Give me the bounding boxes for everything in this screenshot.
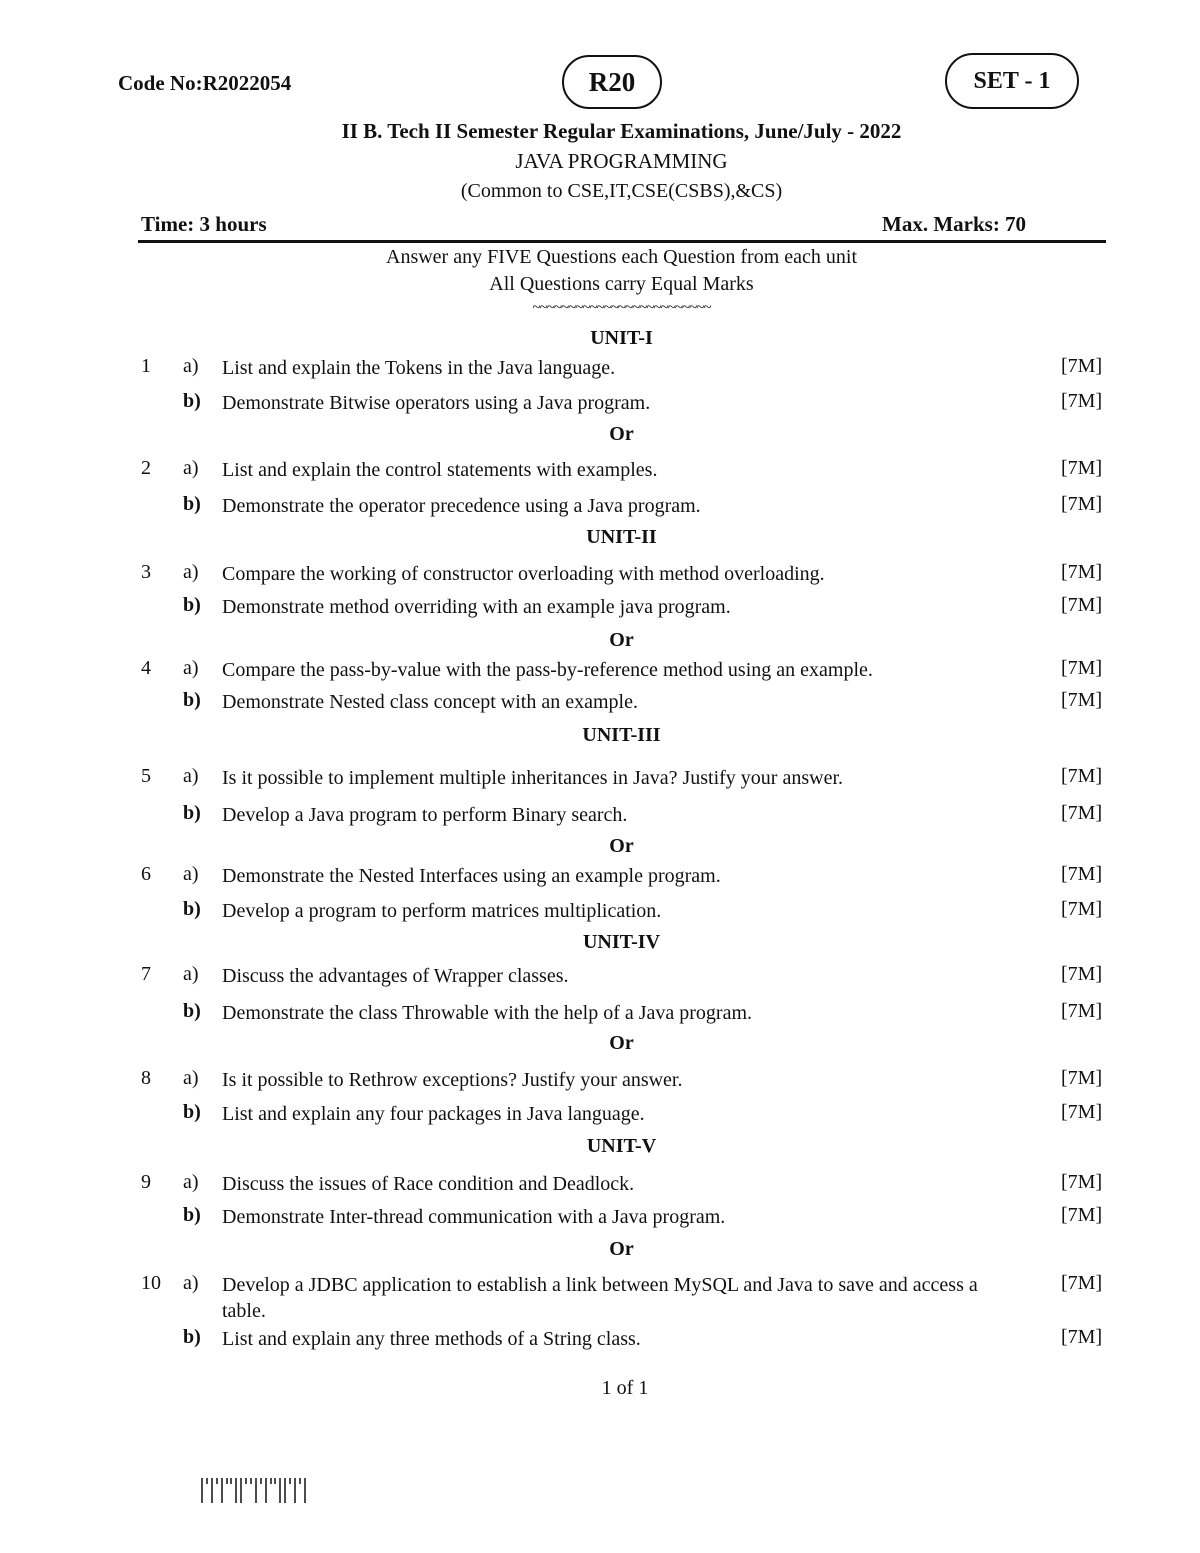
part-label: a) bbox=[183, 657, 199, 679]
part-label: a) bbox=[183, 765, 199, 787]
question-row bbox=[0, 1171, 1200, 1199]
question-row bbox=[0, 1067, 1200, 1095]
question-number: 9 bbox=[141, 1171, 151, 1193]
unit-heading: UNIT-IV bbox=[582, 931, 661, 953]
question-text: Demonstrate the operator precedence using a Java program. bbox=[222, 495, 701, 517]
part-label: b) bbox=[183, 1204, 201, 1226]
part-label: a) bbox=[183, 457, 199, 479]
question-text: List and explain any three methods of a String class. bbox=[222, 1328, 641, 1350]
question-marks: [7M] bbox=[1061, 765, 1103, 787]
question-marks: [7M] bbox=[1061, 689, 1103, 711]
question-text: Demonstrate the class Throwable with the help of a Java program. bbox=[222, 1002, 753, 1024]
question-marks: [7M] bbox=[1061, 963, 1103, 985]
unit-heading: UNIT-I bbox=[590, 327, 653, 349]
question-marks: [7M] bbox=[1061, 457, 1103, 479]
question-number: 2 bbox=[141, 457, 151, 479]
question-text: Is it possible to implement multiple inheritances in Java? Justify your answer. bbox=[222, 767, 843, 789]
question-row bbox=[0, 390, 1200, 418]
part-label: b) bbox=[183, 1326, 201, 1348]
set-badge: SET - 1 bbox=[945, 53, 1079, 109]
question-text: Develop a program to perform matrices multiplication. bbox=[222, 900, 662, 922]
part-label: b) bbox=[183, 1000, 201, 1022]
question-row bbox=[0, 1326, 1200, 1354]
or-divider: Or bbox=[609, 629, 634, 651]
question-row bbox=[0, 689, 1200, 717]
exam-time: Time: 3 hours bbox=[141, 212, 267, 236]
question-row bbox=[0, 657, 1200, 685]
part-label: b) bbox=[183, 898, 201, 920]
question-text: Develop a JDBC application to establish a link between MySQL and Java to save and access a table. bbox=[222, 1274, 978, 1322]
question-marks: [7M] bbox=[1061, 657, 1103, 679]
part-label: a) bbox=[183, 561, 199, 583]
question-marks: [7M] bbox=[1061, 802, 1103, 824]
part-label: b) bbox=[183, 390, 201, 412]
question-marks: [7M] bbox=[1061, 355, 1103, 377]
or-divider: Or bbox=[609, 1032, 634, 1054]
question-row bbox=[0, 765, 1200, 793]
question-row bbox=[0, 963, 1200, 991]
header-rule bbox=[138, 240, 1106, 243]
question-text: Demonstrate Bitwise operators using a Java program. bbox=[222, 392, 651, 414]
question-number: 8 bbox=[141, 1067, 151, 1089]
question-number: 1 bbox=[141, 355, 151, 377]
question-row bbox=[0, 1272, 1200, 1326]
unit-heading: UNIT-III bbox=[582, 724, 661, 746]
question-marks: [7M] bbox=[1061, 493, 1103, 515]
question-text: Compare the working of constructor overloading with method overloading. bbox=[222, 563, 825, 585]
question-marks: [7M] bbox=[1061, 1171, 1103, 1193]
question-text: List and explain any four packages in Java language. bbox=[222, 1103, 645, 1125]
unit-heading: UNIT-II bbox=[586, 526, 657, 548]
question-row bbox=[0, 802, 1200, 830]
question-row bbox=[0, 1101, 1200, 1129]
unit-heading: UNIT-V bbox=[586, 1135, 657, 1157]
question-marks: [7M] bbox=[1061, 1101, 1103, 1123]
page-number: 1 of 1 bbox=[601, 1377, 649, 1399]
or-divider: Or bbox=[609, 1238, 634, 1260]
code-number: Code No:R2022054 bbox=[118, 71, 292, 95]
question-marks: [7M] bbox=[1061, 863, 1103, 885]
part-label: a) bbox=[183, 863, 199, 885]
question-text: Develop a Java program to perform Binary search. bbox=[222, 804, 628, 826]
question-row bbox=[0, 898, 1200, 926]
question-number: 3 bbox=[141, 561, 151, 583]
regulation-badge: R20 bbox=[562, 55, 662, 109]
exam-title: II B. Tech II Semester Regular Examinations, June/July - 2022 bbox=[341, 119, 902, 143]
question-number: 7 bbox=[141, 963, 151, 985]
common-to: (Common to CSE,IT,CSE(CSBS),&CS) bbox=[460, 180, 783, 202]
question-number: 4 bbox=[141, 657, 151, 679]
question-text: Demonstrate Inter-thread communication with a Java program. bbox=[222, 1206, 726, 1228]
part-label: a) bbox=[183, 1171, 199, 1193]
question-number: 5 bbox=[141, 765, 151, 787]
question-marks: [7M] bbox=[1061, 1000, 1103, 1022]
question-marks: [7M] bbox=[1061, 390, 1103, 412]
or-divider: Or bbox=[609, 423, 634, 445]
question-text: Discuss the issues of Race condition and Deadlock. bbox=[222, 1173, 635, 1195]
question-marks: [7M] bbox=[1061, 1067, 1103, 1089]
question-text: Is it possible to Rethrow exceptions? Justify your answer. bbox=[222, 1069, 683, 1091]
subject-title: JAVA PROGRAMMING bbox=[515, 149, 728, 173]
part-label: b) bbox=[183, 802, 201, 824]
question-text: List and explain the Tokens in the Java language. bbox=[222, 357, 616, 379]
part-label: a) bbox=[183, 355, 199, 377]
part-label: a) bbox=[183, 1067, 199, 1089]
part-label: a) bbox=[183, 963, 199, 985]
question-number: 10 bbox=[141, 1272, 161, 1294]
part-label: b) bbox=[183, 689, 201, 711]
part-label: b) bbox=[183, 493, 201, 515]
question-marks: [7M] bbox=[1061, 1204, 1103, 1226]
question-row bbox=[0, 493, 1200, 521]
question-text: Demonstrate Nested class concept with an example. bbox=[222, 691, 638, 713]
question-row bbox=[0, 1204, 1200, 1232]
or-divider: Or bbox=[609, 835, 634, 857]
instruction-separator: ~~~~~~~~~~~~~~~~~~~~~~~~~ bbox=[532, 300, 711, 316]
question-row bbox=[0, 594, 1200, 622]
question-row bbox=[0, 355, 1200, 383]
question-row bbox=[0, 457, 1200, 485]
question-number: 6 bbox=[141, 863, 151, 885]
question-marks: [7M] bbox=[1061, 1326, 1103, 1348]
question-row bbox=[0, 1000, 1200, 1028]
question-marks: [7M] bbox=[1061, 898, 1103, 920]
part-label: a) bbox=[183, 1272, 199, 1294]
part-label: b) bbox=[183, 1101, 201, 1123]
question-text: Discuss the advantages of Wrapper classes. bbox=[222, 965, 569, 987]
question-text: Compare the pass-by-value with the pass-by-reference method using an example. bbox=[222, 659, 873, 681]
instruction-line-2: All Questions carry Equal Marks bbox=[489, 273, 754, 295]
barcode-icon bbox=[200, 1478, 310, 1503]
question-text: Demonstrate the Nested Interfaces using an example program. bbox=[222, 865, 721, 887]
question-row bbox=[0, 863, 1200, 891]
question-marks: [7M] bbox=[1061, 561, 1103, 583]
question-text: Demonstrate method overriding with an example java program. bbox=[222, 596, 731, 618]
part-label: b) bbox=[183, 594, 201, 616]
question-marks: [7M] bbox=[1061, 594, 1103, 616]
max-marks: Max. Marks: 70 bbox=[882, 212, 1027, 236]
instruction-line-1: Answer any FIVE Questions each Question from each unit bbox=[386, 246, 857, 268]
question-text: List and explain the control statements with examples. bbox=[222, 459, 658, 481]
question-row bbox=[0, 561, 1200, 589]
question-marks: [7M] bbox=[1061, 1272, 1103, 1294]
